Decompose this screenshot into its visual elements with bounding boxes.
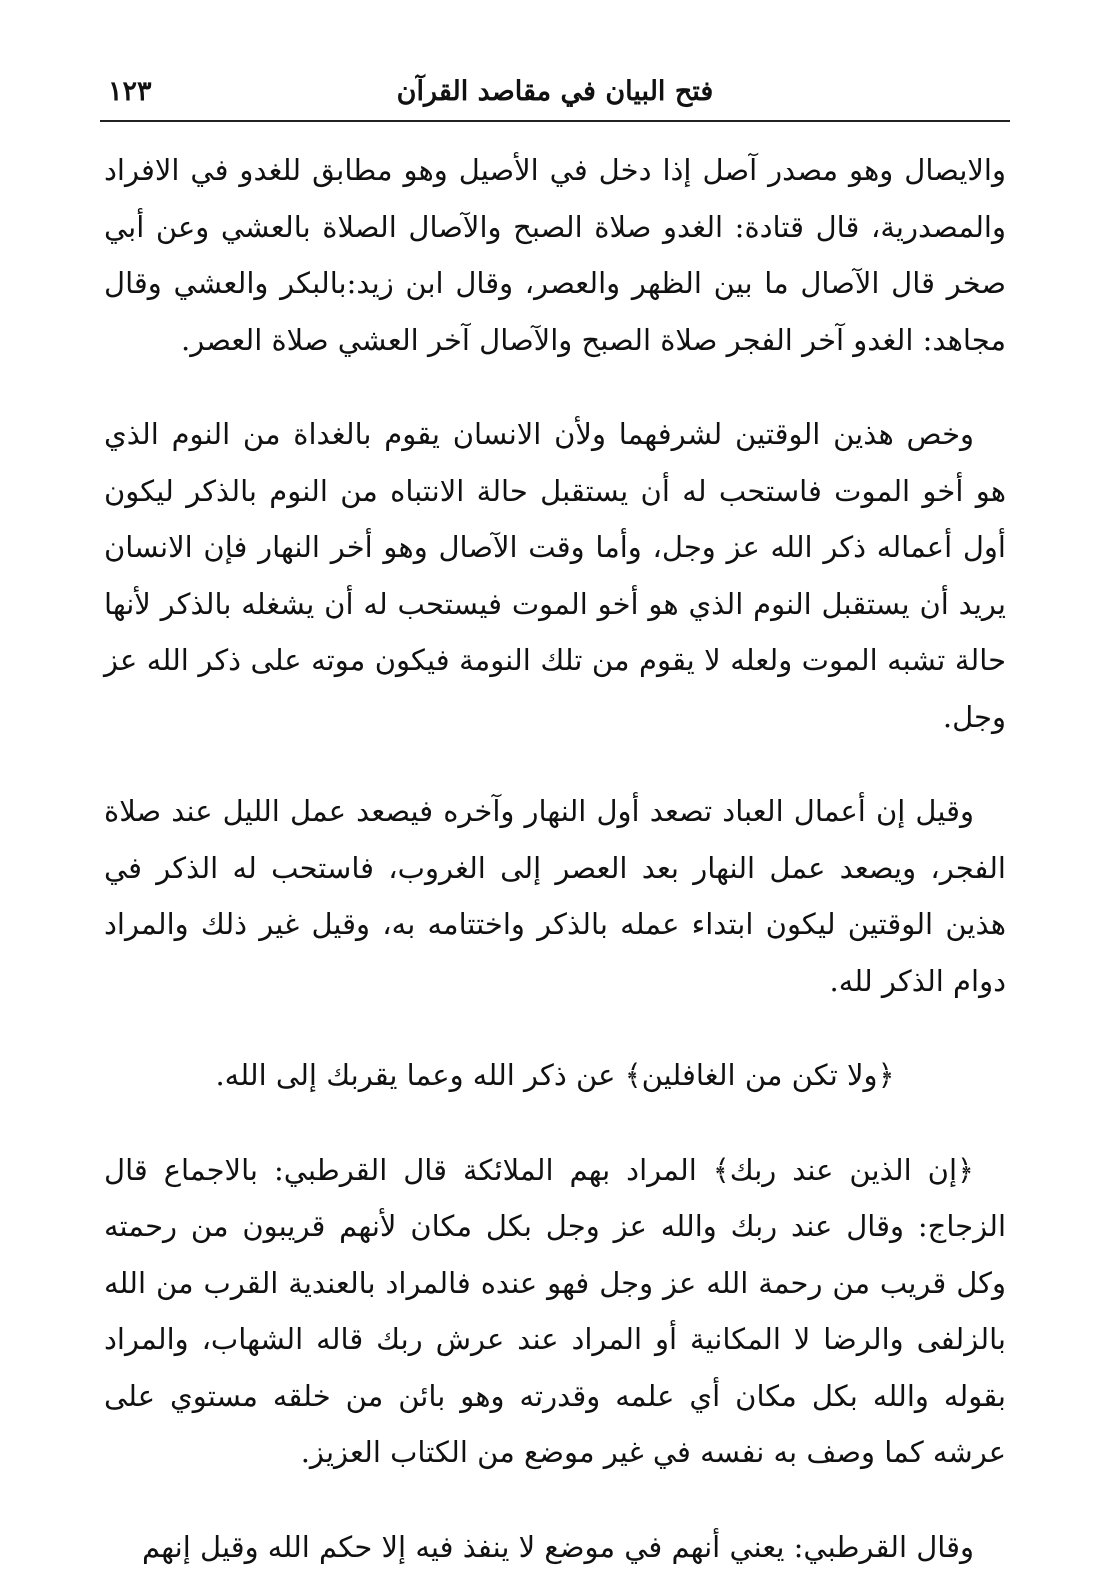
paragraph-gap xyxy=(104,745,1006,783)
paragraph-gap xyxy=(104,1009,1006,1047)
paragraph: وقال القرطبي: يعني أنهم في موضع لا ينفذ فيه إلا حكم الله وقيل إنهم xyxy=(141,1529,974,1564)
paragraph: وقيل إن أعمال العباد تصعد أول النهار وآخره فيصعد عمل الليل عند صلاة الفجر، ويصعد عمل النهار بعد العصر إلى الغروب، فاستحب له الذكر في هذين الوقتين ليكون ابتداء عمله بالذكر واختتامه به، وقيل غير ذلك والمراد دوام الذكر لله. xyxy=(104,794,1006,998)
running-header xyxy=(100,62,1010,122)
body-text xyxy=(104,142,1006,1575)
page-title: فتح البيان في مقاصد القرآن xyxy=(396,76,714,107)
paragraph-gap xyxy=(104,1481,1006,1519)
verse-paragraph: ﴿إن الذين عند ربك﴾ المراد بهم الملائكة قال القرطبي: بالاجماع قال الزجاج: وقال عند ربك والله عز وجل بكل مكان لأنهم قريبون من رحمته وكل قريب من رحمة الله عز وجل فهو عنده فالمراد بالعندية القرب من الله بالزلفى والرضا لا المكانية أو المراد عند عرش ربك قاله الشهاب، والمراد بقوله والله بكل مكان أي علمه وقدرته وهو بائن من خلقه مستوي على عرشه كما وصف به نفسه في غير موضع من الكتاب العزيز. xyxy=(104,1152,1006,1469)
paragraph: والايصال وهو مصدر آصل إذا دخل في الأصيل وهو مطابق للغدو في الافراد والمصدرية، قال قتادة: الغدو صلاة الصبح والآصال الصلاة بالعشي وعن أبي صخر قال الآصال ما بين الظهر والعصر، وقال ابن زيد:بالبكر والعشي وقال مجاهد: الغدو آخر الفجر صلاة الصبح والآصال آخر العشي صلاة العصر. xyxy=(104,153,1006,357)
paragraph-gap xyxy=(104,1104,1006,1142)
paragraph: وخص هذين الوقتين لشرفهما ولأن الانسان يقوم بالغداة من النوم الذي هو أخو الموت فاستحب له أن يستقبل حالة الانتباه من النوم بالذكر ليكون أول أعماله ذكر الله عز وجل، وأما وقت الآصال وهو أخر النهار فإن الانسان يريد أن يستقبل النوم الذي هو أخو الموت فيستحب له أن يشغله بالذكر لأنها حالة تشبه الموت ولعله لا يقوم من تلك النومة فيكون موته على ذكر الله عز وجل. xyxy=(104,417,1006,734)
paragraph-gap xyxy=(104,368,1006,406)
page-number: ١٢٣ xyxy=(108,76,152,107)
verse-paragraph: ﴿ولا تكن من الغافلين﴾ عن ذكر الله وعما يقربك إلى الله. xyxy=(215,1058,895,1092)
